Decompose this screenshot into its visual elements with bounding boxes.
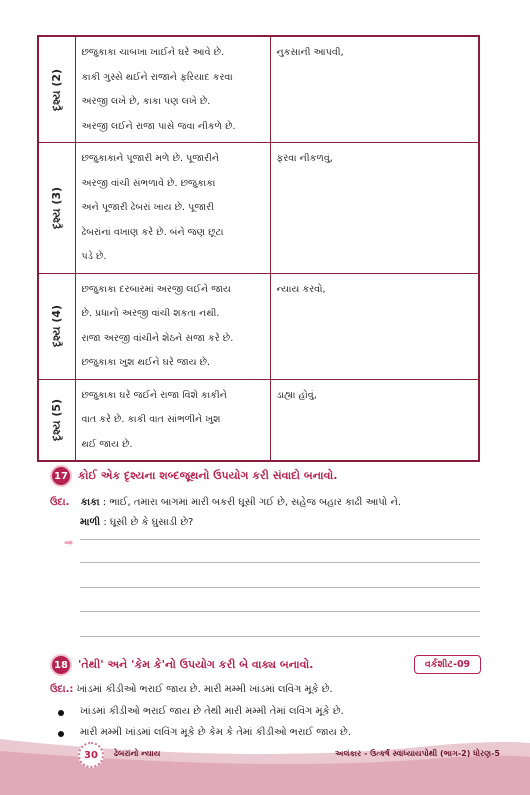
scene-line: છજુકાકા દરબારમાં અરજી લઈને જાય: [81, 283, 231, 295]
worksheet-badge: વર્કશીટ-09: [414, 655, 481, 674]
example-line-1: [50, 496, 401, 510]
scene-line: કાકી ગુસ્સે થઈને રાજાને ફરિયાદ કરવા: [81, 71, 233, 83]
dialogue-text: : ભાઈ, તમારા બાગમાં મારી બકરી ઘૂસી ગઈ છે, સહેજ બહાર કાઢી આપો ને.: [99, 497, 402, 508]
scene-line: વાત કરે છે. કાકી વાત સાંભળીને ખુશ: [81, 414, 221, 425]
example-label: ઉદા.: [50, 497, 70, 508]
answer-sentence: ખાંડમાં કીડીઓ ભરાઈ જાય છે તેથી મારી મમ્મી તેમાં લવિંગ મૂકે છે.: [80, 706, 344, 717]
scene-label: દૃશ્ય (2): [49, 68, 63, 111]
scene-row: [38, 273, 479, 379]
scene-line: થઈ જાય છે.: [81, 438, 133, 450]
scene-line: રાજા અરજી વાંચીને શેઠને સજા કરે છે.: [81, 332, 234, 344]
scene-label-cell: [38, 273, 75, 379]
scene-line: અરજી લખે છે, કાકા પણ લખે છે.: [81, 96, 211, 107]
scene-events: [75, 273, 270, 379]
question-17: [50, 465, 337, 487]
question-text: 'તેથી' અને 'કેમ કે'નો ઉપયોગ કરી બે વાક્ય બનાવો.: [78, 658, 314, 671]
scene-feeling: ડાહ્યા હોવું,: [270, 379, 479, 461]
page-number: 30: [78, 742, 104, 768]
scene-line: છજુકાકા ચાબખા ખાઈને ઘરે આવે છે.: [81, 47, 225, 58]
book-title: અલંકાર - ઉત્કર્ષ સ્વાધ્યાયપોથી (ભાગ-2) ધોરણ-5: [335, 749, 500, 758]
scene-line: છજુકાકા ઘરે જઈને રાજા વિશે કાકીને: [81, 389, 227, 401]
scene-line: છે. પ્રધાનો અરજી વાંચી શકતા નથી.: [81, 308, 220, 319]
answer-line: [80, 587, 480, 588]
speaker-name: કાકા: [80, 497, 100, 508]
scene-line: છજુકાકા ખુશ થઈને ઘરે જાય છે.: [81, 357, 211, 368]
scene-feeling: ફરવા નીકળવું,: [270, 143, 479, 274]
scene-label: દૃશ્ય (5): [49, 398, 63, 441]
scene-label: દૃશ્ય (4): [49, 304, 63, 348]
answer-line: [80, 539, 480, 540]
dialogue-text: : ઘૂસી છે કે ઘુસાડી છે?: [100, 517, 194, 528]
scene-line: પડે છે.: [81, 251, 107, 262]
question-number-badge: 18: [50, 654, 72, 676]
scene-label: દૃશ્ય (3): [49, 186, 63, 229]
example-line: [50, 683, 333, 697]
scene-line: અને પૂજારી ઢેબરાં ખાય છે. પૂજારી: [81, 202, 214, 213]
scene-row: [38, 379, 479, 461]
question-text: કોઈ એક દૃશ્યના શબ્દજૂથનો ઉપયોગ કરી સંવાદો બનાવો.: [78, 469, 338, 482]
scene-label-cell: [38, 143, 75, 274]
scene-line: અરજી લઈને રાજા પાસે જવા નીકળે છે.: [81, 120, 236, 132]
answer-sentence: મારી મમ્મી ખાંડમાં લવિંગ મૂકે છે કેમ કે તેમાં કીડીઓ ભરાઈ જાય છે.: [80, 727, 351, 738]
answer-line: [80, 611, 480, 612]
scene-row: [38, 143, 479, 274]
answer-line: [80, 636, 480, 637]
scene-label-cell: [38, 379, 75, 461]
scene-events: [75, 36, 270, 143]
bullet-icon: [58, 710, 64, 716]
speaker-name: માળી: [80, 517, 101, 528]
scenes-table: [37, 35, 480, 462]
example-line-2: [80, 516, 193, 530]
scene-feeling: ન્યાય કરવો,: [270, 273, 479, 379]
example-text: ખાંડમાં કીડીઓ ભરાઈ જાય છે. મારી મમ્મી ખાંડમાં લવિંગ મૂકે છે.: [73, 684, 333, 695]
question-number-badge: 17: [50, 465, 72, 487]
example-label: ઉદા.:: [50, 684, 74, 695]
scene-line: ઢેબરાંનાં વખાણ કરે છે. બંને જણ છૂટા: [81, 226, 224, 238]
footer-wave: [0, 733, 530, 795]
scene-events: [75, 379, 270, 461]
arrow-icon: ➡: [64, 536, 74, 549]
scene-label-cell: [38, 36, 75, 143]
question-18: [50, 654, 313, 676]
scene-row: [38, 36, 479, 143]
scene-line: છજુકાકાને પૂજારી મળે છે. પૂજારીને: [81, 153, 220, 164]
scene-line: અરજી વાંચી સંભળાવે છે. છજુકાકા: [81, 177, 216, 189]
answer-line: [80, 562, 480, 563]
chapter-title: ઢેબરાંનો ન્યાય: [114, 749, 161, 758]
scene-feeling: નુકસાની આપવી,: [270, 36, 479, 143]
scene-events: [75, 143, 270, 274]
